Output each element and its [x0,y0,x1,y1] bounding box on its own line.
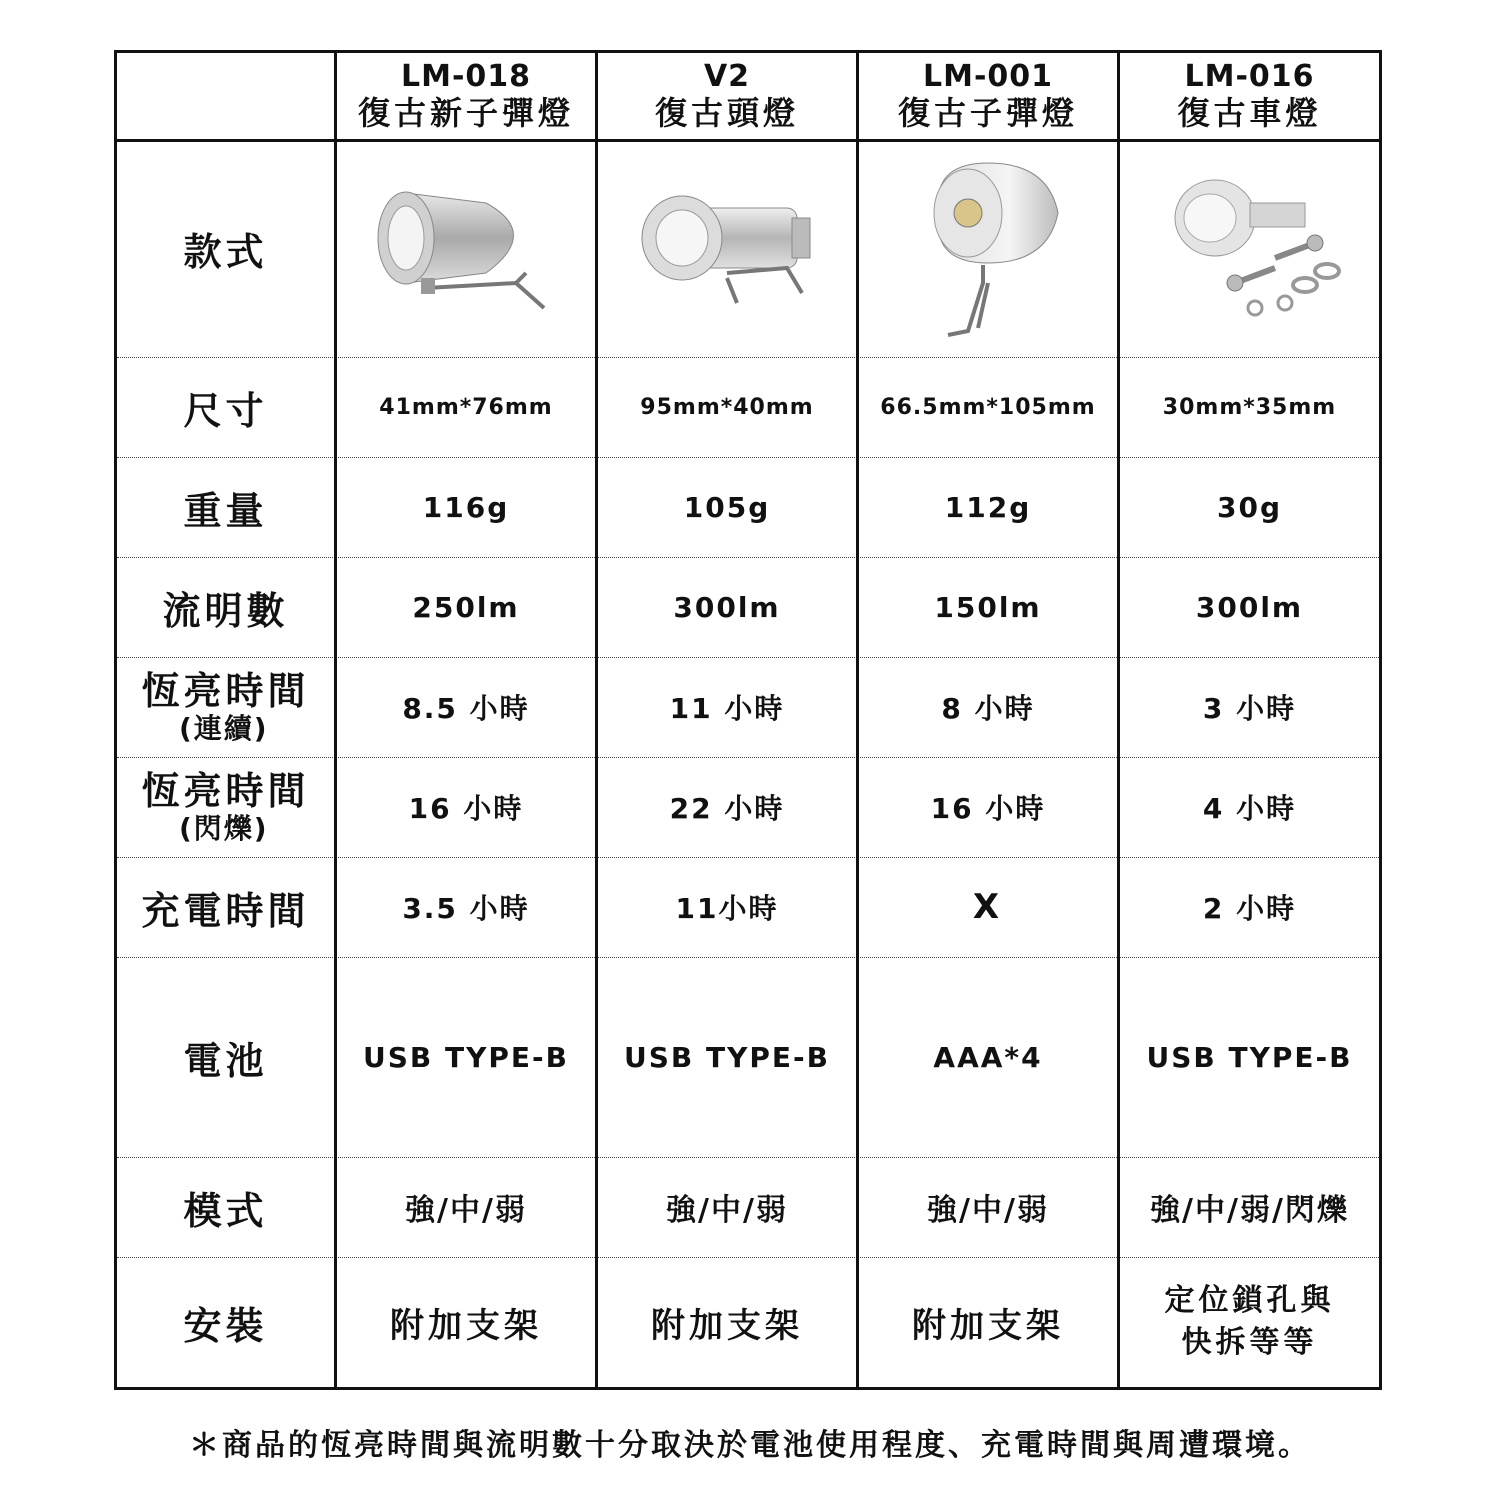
runtime-value: 16 小時 [859,757,1120,857]
charge-value: 11小時 [598,857,859,957]
lumens-value: 300lm [1195,590,1304,624]
lamp-image-lm001 [859,139,1120,357]
size-value: 95mm*40mm [598,357,859,457]
bullet-lamp-icon [908,153,1068,343]
install-value: 附加支架 [859,1257,1120,1387]
size-value: 66.5mm*105mm [859,357,1120,457]
header-col-3 [859,53,1120,139]
charge-value: 3.5 小時 [337,857,598,957]
row-install [117,1257,1379,1387]
mode-value: 強/中/弱/閃爍 [1150,1193,1349,1228]
battery-value: USB TYPE-B [1146,1040,1353,1074]
row-lumens [117,557,1379,658]
row-battery [117,957,1379,1158]
row-label: 恆亮時間 (連續) [117,657,337,757]
lamp-image-v2 [598,139,859,357]
install-value: 附加支架 [337,1257,598,1387]
row-mode [117,1157,1379,1258]
header-col-1 [337,53,598,139]
size-value: 30mm*35mm [1162,394,1337,420]
header-corner [117,53,337,139]
charge-value: 2 小時 [1202,892,1297,925]
model-name: 復古新子彈燈 [357,94,574,132]
model-name: 復古車燈 [1177,94,1322,132]
runtime-value: 11 小時 [598,657,859,757]
lamp-image-lm016 [1120,139,1379,357]
weight-value: 105g [598,457,859,557]
runtime-value: 22 小時 [598,757,859,857]
weight-value: 30g [1216,490,1282,524]
charge-value: X [859,857,1120,957]
runtime-value: 8.5 小時 [337,657,598,757]
headlamp-icon [627,183,827,313]
footnote: ＊商品的恆亮時間與流明數十分取決於電池使用程度、充電時間與周遭環境。 [189,1428,1311,1463]
row-runtime-flash [117,757,1379,858]
battery-value: USB TYPE-B [598,957,859,1157]
runtime-value: 16 小時 [337,757,598,857]
header-col-4 [1120,53,1379,139]
row-runtime-continuous [117,657,1379,758]
row-style [117,139,1379,358]
row-label: 電池 [117,957,337,1157]
lamp-image-lm018 [337,139,598,357]
row-label: 流明數 [117,557,337,657]
model-code: LM-018 [400,59,532,94]
battery-value: AAA*4 [859,957,1120,1157]
row-label: 重量 [117,457,337,557]
row-label: 尺寸 [117,357,337,457]
weight-value: 112g [859,457,1120,557]
battery-value: USB TYPE-B [337,957,598,1157]
row-weight [117,457,1379,558]
comparison-table [114,50,1382,1390]
weight-value: 116g [337,457,598,557]
mode-value: 強/中/弱 [337,1157,598,1257]
lumens-value: 300lm [598,557,859,657]
install-value: 附加支架 [598,1257,859,1387]
lumens-value: 150lm [859,557,1120,657]
runtime-value: 3 小時 [1202,692,1297,725]
compact-lamp-icon [1155,173,1345,323]
install-value [1120,1257,1379,1387]
runtime-value: 8 小時 [859,657,1120,757]
row-size [117,357,1379,458]
mode-value: 強/中/弱 [859,1157,1120,1257]
mode-value: 強/中/弱 [598,1157,859,1257]
model-code: LM-001 [922,59,1054,94]
header-row [117,53,1379,142]
install-line-1: 定位鎖孔與 [1164,1283,1335,1318]
row-label: 恆亮時間 (閃爍) [117,757,337,857]
row-label: 款式 [117,139,337,357]
install-line-2: 快拆等等 [1181,1325,1318,1360]
size-value: 41mm*76mm [337,357,598,457]
model-name: 復古子彈燈 [897,94,1078,132]
lumens-value: 250lm [337,557,598,657]
model-name: 復古頭燈 [654,94,799,132]
model-code: V2 [703,59,751,94]
row-label: 安裝 [117,1257,337,1387]
row-label: 充電時間 [117,857,337,957]
runtime-value: 4 小時 [1202,792,1297,825]
bullet-lamp-icon [366,178,566,318]
row-label: 模式 [117,1157,337,1257]
row-charge-time [117,857,1379,958]
header-col-2 [598,53,859,139]
model-code: LM-016 [1184,59,1315,94]
